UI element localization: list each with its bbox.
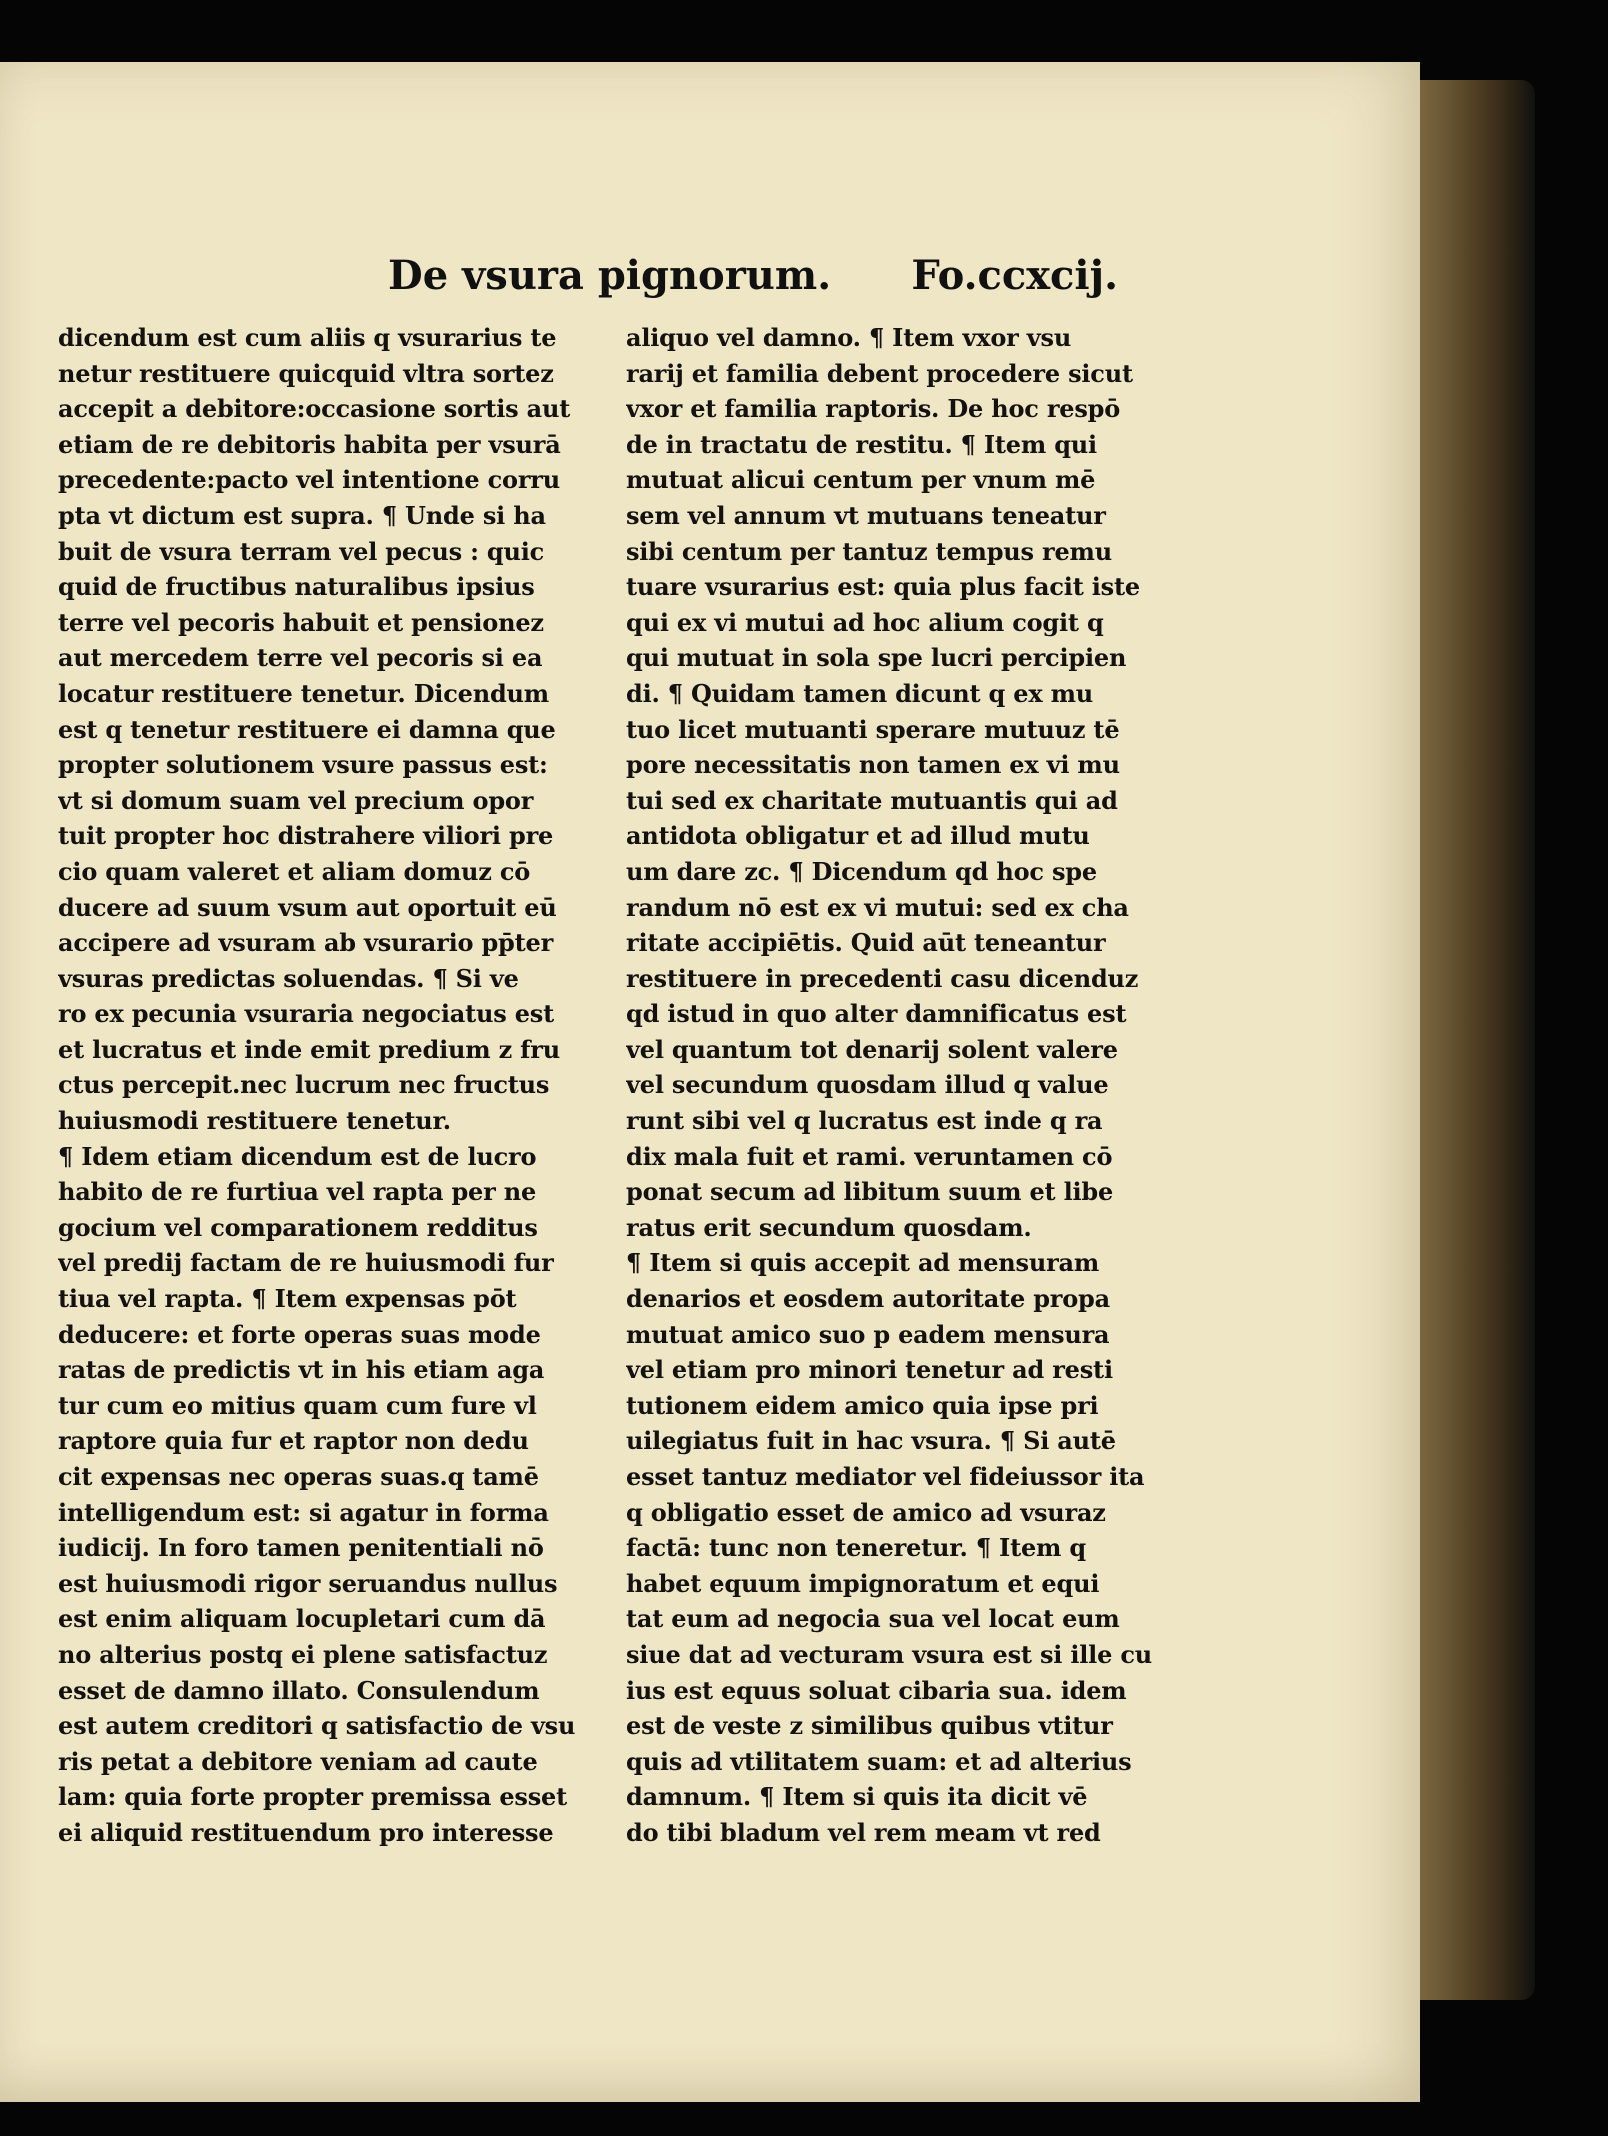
text-line: rarij et familia debent procedere sicut — [626, 358, 1133, 388]
text-line: vel predij factam de re huiusmodi fur — [58, 1248, 554, 1278]
text-line: gocium vel comparationem redditus — [58, 1212, 538, 1242]
text-line: damnum. ¶ Item si quis ita dicit vē — [626, 1782, 1088, 1812]
text-line: habet equum impignoratum et equi — [626, 1568, 1100, 1598]
text-line: buit de vsura terram vel pecus : quic — [58, 536, 545, 566]
text-line: est enim aliquam locupletari cum dā — [58, 1604, 546, 1634]
text-line: cio quam valeret et aliam domuz cō — [58, 856, 531, 886]
text-line: qd istud in quo alter damnificatus est — [626, 999, 1127, 1029]
text-line: tat eum ad negocia sua vel locat eum — [626, 1604, 1120, 1634]
text-line: esset tantuz mediator vel fideiussor ita — [626, 1462, 1145, 1491]
text-column-left — [58, 320, 618, 1851]
text-line: habito de re furtiua vel rapta per ne — [58, 1177, 537, 1207]
text-line: vxor et familia raptoris. De hoc respō — [626, 394, 1121, 424]
text-line: sibi centum per tantuz tempus remu — [626, 536, 1112, 566]
text-line: denarios et eosdem autoritate propa — [626, 1284, 1110, 1314]
text-line: esset de damno illato. Consulendum — [58, 1675, 540, 1705]
text-line: tur cum eo mitius quam cum fure vl — [58, 1390, 537, 1420]
text-line: mutuat amico suo p eadem mensura — [626, 1319, 1110, 1349]
text-line: precedente:pacto vel intentione corru — [58, 465, 560, 495]
text-line: ¶ Idem etiam dicendum est de lucro — [58, 1141, 537, 1171]
text-line: ratus erit secundum quosdam. — [626, 1212, 1032, 1242]
text-line: est q tenetur restituere ei damna que — [58, 714, 556, 744]
text-line: pore necessitatis non tamen ex vi mu — [626, 750, 1120, 780]
text-line: ctus percepit.nec lucrum nec fructus — [58, 1070, 550, 1100]
text-line: de in tractatu de restitu. ¶ Item qui — [626, 429, 1097, 459]
text-line: mutuat alicui centum per vnum mē — [626, 465, 1096, 495]
text-line: aut mercedem terre vel pecoris si ea — [58, 643, 543, 673]
text-line: q obligatio esset de amico ad vsuraz — [626, 1497, 1106, 1527]
text-line: tuit propter hoc distrahere viliori pre — [58, 821, 554, 851]
text-line: intelligendum est: si agatur in forma — [58, 1497, 549, 1527]
text-line: ritate accipiētis. Quid aūt teneantur — [626, 928, 1106, 958]
text-line: raptore quia fur et raptor non dedu — [58, 1426, 529, 1456]
text-line: quis ad vtilitatem suam: et ad alterius — [626, 1746, 1132, 1776]
text-column-right — [626, 320, 1186, 1851]
text-line: locatur restituere tenetur. Dicendum — [58, 678, 549, 708]
text-line: ponat secum ad libitum suum et libe — [626, 1177, 1114, 1207]
text-line: randum nō est ex vi mutui: sed ex cha — [626, 892, 1129, 922]
folio-number: Fo.ccxcij. — [911, 252, 1118, 299]
text-line: ducere ad suum vsum aut oportuit eū — [58, 892, 557, 922]
text-line: est huiusmodi rigor seruandus nullus — [58, 1568, 558, 1598]
text-line: do tibi bladum vel rem meam vt red — [626, 1817, 1101, 1847]
text-line: tutionem eidem amico quia ipse pri — [626, 1390, 1099, 1420]
text-line: dicendum est cum aliis q vsurarius te — [58, 323, 557, 352]
text-line: qui mutuat in sola spe lucri percipien — [626, 643, 1127, 673]
book-page — [0, 62, 1420, 2102]
text-line: propter solutionem vsure passus est: — [58, 750, 548, 780]
text-line: lam: quia forte propter premissa esset — [58, 1782, 567, 1812]
text-line: cit expensas nec operas suas.q tamē — [58, 1462, 539, 1491]
text-line: et lucratus et inde emit predium z fru — [58, 1034, 560, 1064]
text-line: est de veste z similibus quibus vtitur — [626, 1711, 1113, 1741]
text-line: netur restituere quicquid vltra sortez — [58, 358, 554, 388]
text-line: tiua vel rapta. ¶ Item expensas pōt — [58, 1284, 517, 1314]
text-line: iudicij. In foro tamen penitentiali nō — [58, 1533, 544, 1563]
running-title: De vsura pignorum. — [388, 252, 832, 299]
text-line: quid de fructibus naturalibus ipsius — [58, 572, 535, 602]
text-line: sem vel annum vt mutuans teneatur — [626, 500, 1106, 530]
text-line: etiam de re debitoris habita per vsurā — [58, 429, 561, 459]
text-line: dix mala fuit et rami. veruntamen cō — [626, 1141, 1113, 1171]
text-line: tuare vsurarius est: quia plus facit iste — [626, 572, 1140, 602]
text-line: pta vt dictum est supra. ¶ Unde si ha — [58, 500, 546, 530]
text-line: vel quantum tot denarij solent valere — [626, 1034, 1118, 1064]
text-line: ius est equus soluat cibaria sua. idem — [626, 1675, 1127, 1705]
text-line: accepit a debitore:occasione sortis aut — [58, 394, 571, 424]
text-line: accipere ad vsuram ab vsurario pp̄ter — [58, 928, 554, 958]
text-line: restituere in precedenti casu dicenduz — [626, 963, 1139, 993]
page-header — [388, 252, 1118, 316]
text-line: qui ex vi mutui ad hoc alium cogit q — [626, 607, 1104, 637]
text-line: uilegiatus fuit in hac vsura. ¶ Si autē — [626, 1426, 1116, 1456]
text-line: siue dat ad vecturam vsura est si ille cu — [626, 1639, 1152, 1669]
text-line: terre vel pecoris habuit et pensionez — [58, 607, 544, 637]
text-line: ris petat a debitore veniam ad caute — [58, 1746, 538, 1776]
text-line: um dare zc. ¶ Dicendum qd hoc spe — [626, 856, 1097, 886]
text-line: di. ¶ Quidam tamen dicunt q ex mu — [626, 678, 1094, 708]
text-line: vel etiam pro minori tenetur ad resti — [626, 1355, 1113, 1385]
text-line: deducere: et forte operas suas mode — [58, 1319, 541, 1349]
text-line: ¶ Item si quis accepit ad mensuram — [626, 1248, 1100, 1278]
text-line: ei aliquid restituendum pro interesse — [58, 1817, 554, 1847]
text-line: tui sed ex charitate mutuantis qui ad — [626, 785, 1118, 815]
text-line: runt sibi vel q lucratus est inde q ra — [626, 1106, 1103, 1136]
text-line: vsuras predictas soluendas. ¶ Si ve — [58, 963, 519, 993]
text-line: huiusmodi restituere tenetur. — [58, 1106, 451, 1136]
text-line: tuo licet mutuanti sperare mutuuz tē — [626, 714, 1120, 744]
text-line: no alterius postq ei plene satisfactuz — [58, 1639, 548, 1669]
text-line: vel secundum quosdam illud q value — [626, 1070, 1109, 1100]
text-line: est autem creditori q satisfactio de vsu — [58, 1711, 576, 1741]
text-line: vt si domum suam vel precium opor — [58, 785, 534, 815]
text-line: aliquo vel damno. ¶ Item vxor vsu — [626, 323, 1072, 352]
text-line: factā: tunc non teneretur. ¶ Item q — [626, 1533, 1086, 1563]
text-line: ratas de predictis vt in his etiam aga — [58, 1355, 545, 1385]
text-line: ro ex pecunia vsuraria negociatus est — [58, 999, 554, 1029]
text-line: antidota obligatur et ad illud mutu — [626, 821, 1090, 851]
